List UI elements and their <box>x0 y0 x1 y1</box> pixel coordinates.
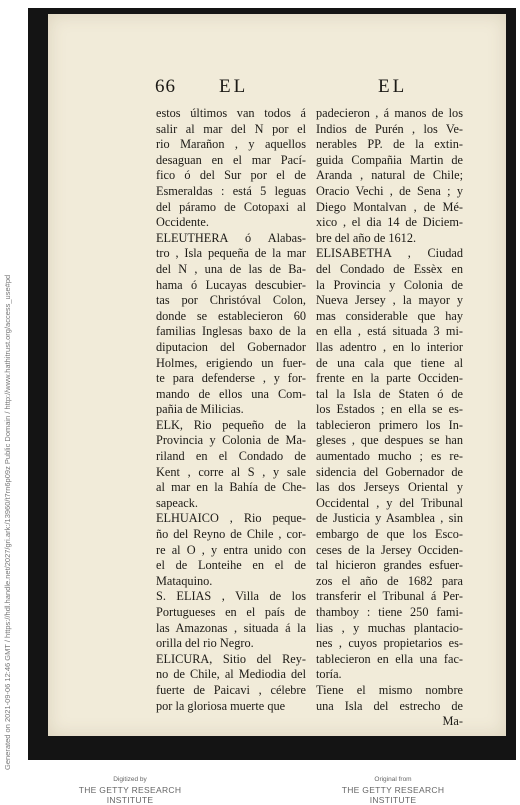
text-line: fuerte de Paicavi , célebre <box>156 682 306 697</box>
text-line: Provincia y Colonia de Ma- <box>156 433 306 448</box>
text-line: Mataquino. <box>156 573 213 588</box>
text-line: guida Compañia Martin de <box>316 152 463 167</box>
hathitrust-watermark <box>3 274 17 770</box>
footer-original-institution: THE GETTY RESEARCH INSTITUTE <box>341 785 445 805</box>
text-line: re al O , y entra unido con <box>156 542 306 557</box>
text-line: thamboy : tiene 250 fami- <box>316 605 463 619</box>
text-line: la Provincia y Colonia de <box>316 277 463 292</box>
text-line: ceses de la Jersey Occiden- <box>316 542 463 557</box>
text-line: nerables PP. de la extin- <box>316 137 463 152</box>
text-line: aumentado mucho ; es re- <box>316 449 463 464</box>
text-line: fico ó del Sur por el de <box>156 168 306 183</box>
text-line: Tiene el mismo nombre <box>316 682 463 697</box>
text-line: nes , cuyos propietarios es- <box>316 636 463 651</box>
text-line: sapeack. <box>156 495 198 510</box>
text-line: tro , Isla pequeña de la mar <box>156 246 306 261</box>
text-line: ELHUAICO , Rio peque- <box>156 511 306 526</box>
text-line: Ma- <box>442 714 463 729</box>
text-line: Aranda , natural de Chile; <box>316 168 463 183</box>
text-line: mas considerable que hay <box>316 308 463 323</box>
text-line: toría. <box>316 667 342 682</box>
text-line: Portugueses en el país de <box>156 605 306 619</box>
text-line: te para defenderse , y for- <box>156 371 306 386</box>
text-line: Kent , corre al S , y sale <box>156 464 306 479</box>
text-line: tablecieron en ella una fac- <box>316 651 463 666</box>
text-line: sidencia del Gobernador de <box>316 464 463 479</box>
text-line: estos últimos van todos á <box>156 106 306 120</box>
text-line: Nueva Jersey , la mayor y <box>316 293 463 308</box>
text-line: ño del Reyno de Chile , cor- <box>156 527 306 542</box>
page-header <box>48 74 506 104</box>
running-head-left: EL <box>219 76 249 97</box>
text-line: del Condado de Essèx en <box>316 261 463 276</box>
text-line: mando de ellos una Com- <box>156 386 306 401</box>
text-line: no de Chile, al Mediodia del <box>156 667 306 682</box>
text-line: una Isla del estrecho de <box>316 698 463 713</box>
text-line: de Justicia y Asamblea , sin <box>316 511 463 526</box>
text-line: ELK, Rio pequeño de la <box>156 417 306 432</box>
text-line: diputacion del Gobernador <box>156 339 306 354</box>
text-line: de una cala que tiene al <box>316 355 463 370</box>
text-line: al mar en la Bahía de Che- <box>156 480 306 495</box>
text-line: familias Inglesas baxo de la <box>156 324 306 339</box>
text-line: xico , el dia 14 de Diciem- <box>316 215 463 230</box>
text-line: las Amazonas , situada á la <box>156 620 306 635</box>
text-line: Diego Montalvan , de Mé- <box>316 199 463 214</box>
watermark-text: Generated on 2021-09-06 12:46 GMT / https://hdl.handle.net/2027/gri.ark:/13960/t7rn6p09z Public Domain / http://www.hathitrust.org/access_use#pd <box>3 274 12 770</box>
text-line: padecieron , á manos de los <box>316 106 463 120</box>
footer-digitized-label: Digitized by <box>113 776 147 783</box>
text-line: del páramo de Cotopaxi al <box>156 199 306 214</box>
text-line: rio Marañon , y aquellos <box>156 137 306 152</box>
right-text-column <box>316 106 463 730</box>
text-line: el de Lonteihe en el de <box>156 558 306 573</box>
text-line: donde se establecieron 60 <box>156 308 306 323</box>
text-line: frente en la parte Occiden- <box>316 371 463 386</box>
text-line: zos el año de 1682 para <box>316 573 463 588</box>
text-line: Occidente. <box>156 215 209 230</box>
left-text-column <box>156 106 306 714</box>
text-line: salir al mar del N por el <box>156 121 306 136</box>
text-line: del N , una de las de Ba- <box>156 261 306 276</box>
text-line: S. ELIAS , Villa de los <box>156 589 306 604</box>
text-line: tal hicieron grandes esfuer- <box>316 558 463 573</box>
text-line: pañia de Milicias. <box>156 402 244 417</box>
text-line: transferir el Tribunal á Per- <box>316 589 463 604</box>
running-head-right: EL <box>378 76 408 97</box>
text-line: en ella , está situada 3 mi- <box>316 324 463 339</box>
text-line: ELISABETHA , Ciudad <box>316 246 463 261</box>
text-line: tas por Christóval Colon, <box>156 293 306 308</box>
text-line: bre del año de 1612. <box>316 230 417 245</box>
footer-original-from <box>318 776 468 805</box>
footer-digitized-by <box>55 776 205 805</box>
text-line: Esmeraldas : está 5 leguas <box>156 183 306 198</box>
text-line: lias , y muchas plantacio- <box>316 620 463 635</box>
footer-digitized-institution: THE GETTY RESEARCH INSTITUTE <box>78 785 182 805</box>
text-line: tal la Isla de Staten ó de <box>316 386 463 401</box>
text-line: gleses , que despues se han <box>316 433 463 448</box>
text-line: por la gloriosa muerte que <box>156 698 286 713</box>
text-line: ELEUTHERA ó Alabas- <box>156 230 306 245</box>
text-line: Indios de Purén , los Ve- <box>316 121 463 136</box>
text-line: desaguan en el mar Pací- <box>156 152 306 167</box>
text-line: Oracio Vechi , de Sena ; y <box>316 183 463 198</box>
footer-original-label: Original from <box>374 776 412 783</box>
text-line: hama ó Lucayas descubier- <box>156 277 306 292</box>
text-line: ELICURA, Sitio del Rey- <box>156 651 306 666</box>
text-line: los Estados ; en ella se es- <box>316 402 463 417</box>
page-number: 66 <box>155 76 176 97</box>
text-line: riland en el Condado de <box>156 449 306 464</box>
text-line: las dos Jerseys Oriental y <box>316 480 463 495</box>
text-line: embargo de que los Esco- <box>316 527 463 542</box>
text-line: orilla del rio Negro. <box>156 636 254 651</box>
text-line: Occidental , y del Tribunal <box>316 495 463 510</box>
text-line: tablecieron primero los In- <box>316 417 463 432</box>
text-line: Holmes, erigiendo un fuer- <box>156 355 306 370</box>
text-line: llas adentro , en lo interior <box>316 339 463 354</box>
